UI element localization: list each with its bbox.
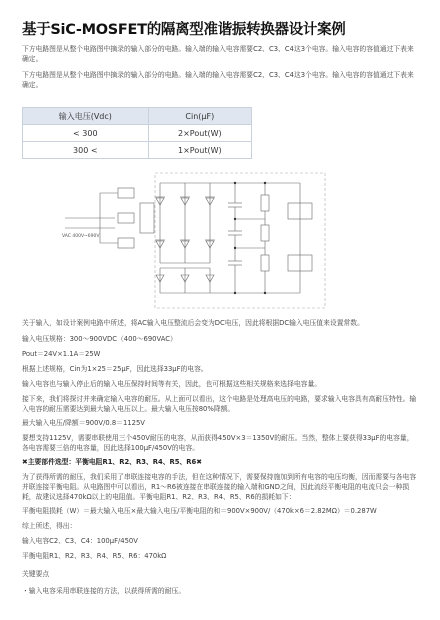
body-section-heading: ✖主要部件选型：平衡电阻R1、R2、R3、R4、R5、R6✖ <box>22 458 202 466</box>
body-line: 输入电容C2、C3、C4：100μF/450V <box>22 537 138 545</box>
page-title: 基于SiC-MOSFET的隔离型准谐振转换器设计案例 <box>22 22 346 38</box>
body-line: 最大输入电压/降额＝900V/0.8＝1125V <box>22 419 145 427</box>
body-line: 输入电压规格：300～900VDC（400～690VAC） <box>22 335 177 343</box>
cin-table <box>22 107 252 159</box>
schematic-input-label: VAC 400V~690V <box>62 234 100 239</box>
body-paragraph: 接下来，我们将探讨并来确定输入电容的耐压。从上面可以看出，这个电路是处理高电压的电路，要求输入电容具有高耐压特性。输入电容的耐压需要达到最大输入电压以上。最大输入电压按80%降额。 <box>22 395 417 413</box>
body-paragraph: 关于输入，如设计案例电路中所述，将AC输入电压整流后会变为DC电压，因此将根据DC输入电压值来设置常数。 <box>22 319 364 327</box>
body-line: 综上所述，得出： <box>22 522 77 530</box>
body-line: 平衡电阻损耗（W）＝最大输入电压×最大输入电压/平衡电阻的和＝900V×900V/（470k×6＝2.82MΩ）＝0.287W <box>22 507 377 515</box>
table-row <box>23 142 252 159</box>
body-paragraph: 要想支持1125V，需要串联使用三个450V耐压的电容，从而获得450V×3＝1350V的耐压。当然，整体上要获得33μF的电容量，各电容需要三倍的电容量，因此选择100μF/450V的电容。 <box>22 434 414 452</box>
input-circuit-schematic <box>60 163 360 313</box>
table-header-row <box>23 108 252 125</box>
table-cell: 300 < <box>23 142 149 159</box>
body-line: 平衡电阻R1、R2、R3、R4、R5、R6：470kΩ <box>22 552 167 560</box>
intro-paragraph-1: 下方电路图是从整个电路图中摘录的输入部分的电路。输入端的输入电容需要C2、C3、C4这3个电容。输入电容的容值通过下表来确定。 <box>22 45 414 63</box>
table-cell: < 300 <box>23 125 149 142</box>
key-points-heading: 关键要点 <box>22 570 50 578</box>
body-line: 根据上述规格，Cin为1×25＝25μF，因此选择33μF的电容。 <box>22 365 208 373</box>
table-row <box>23 125 252 142</box>
table-cell: 1×Pout(W) <box>148 142 251 159</box>
table-header: 输入电压(Vdc) <box>23 108 149 125</box>
body-paragraph: 为了获得所需的耐压，我们采用了串联连接电容的手法，但在这种情况下，需要保持施加到所有电容的电压均衡，因而需要与各电容并联连接平衡电阻。从电路图中可以看出，R1～R6被连接在串联连接的输入端和GND之间，因此流经平衡电阻的电流只会一种损耗，故建议选择470kΩ以上的电阻值。平衡电阻R1、R2、R3、R4、R5、R6的损耗如下： <box>22 473 417 501</box>
body-line: Pout＝24V×1.1A＝25W <box>22 350 101 358</box>
body-paragraph: 输入电容也与输入停止后的输入电压保持时间等有关，因此，也可根据这些相关规格来选择电容量。 <box>22 380 322 388</box>
intro-paragraph-2: 下方电路图是从整个电路图中摘录的输入部分的电路。输入端的输入电容需要C2、C3、C4这3个电容。输入电容的容值通过下表来确定。 <box>22 71 414 89</box>
table-cell: 2×Pout(W) <box>148 125 251 142</box>
table-header: Cin(μF) <box>148 108 251 125</box>
key-point-item: ・输入电容采用串联连接的方法，以获得所需的耐压。 <box>22 587 186 595</box>
